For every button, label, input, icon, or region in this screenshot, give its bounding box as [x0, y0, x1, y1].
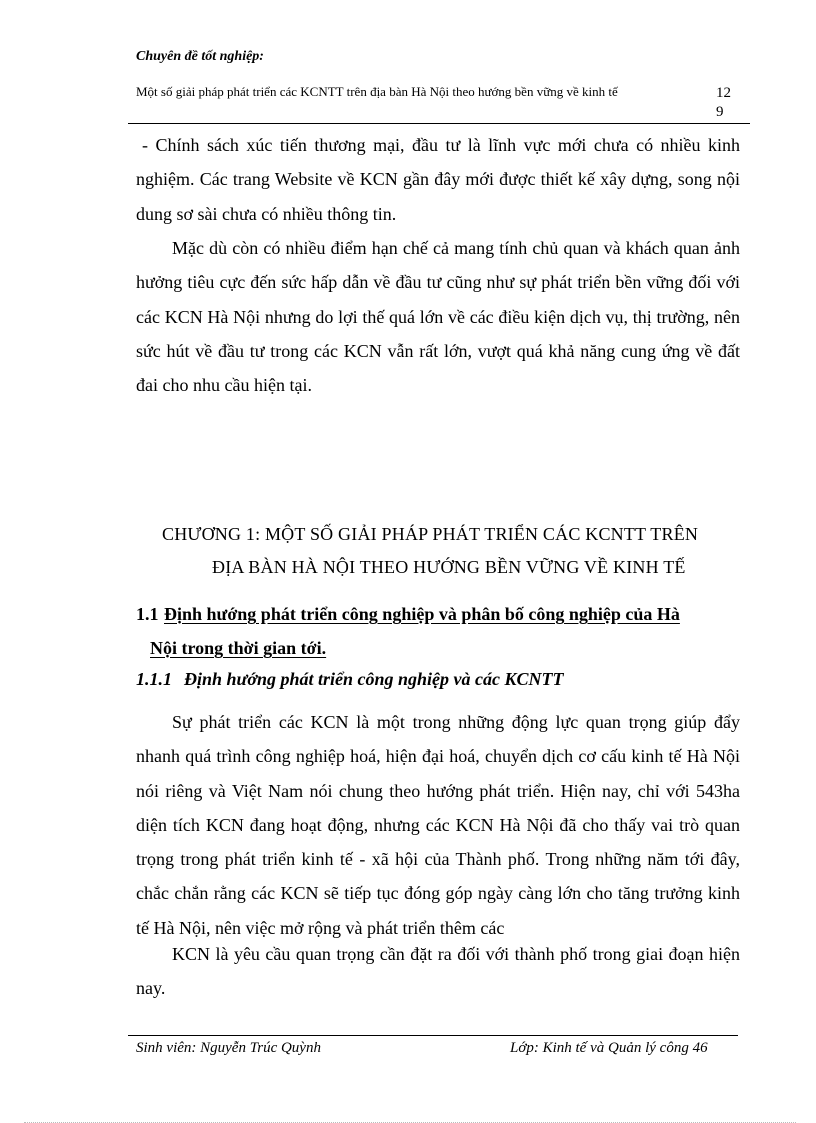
footer-class: Lớp: Kinh tế và Quản lý công 46 — [510, 1040, 708, 1056]
page-number: 129 — [716, 85, 731, 120]
section-heading-1-1 — [136, 597, 746, 665]
section-title-line-1: Định hướng phát triển công nghiệp và phân bố công nghiệp của Hà — [164, 604, 680, 624]
header-title: Một số giải pháp phát triển các KCNTT trên địa bàn Hà Nội theo hướng bền vững về kinh tế — [136, 84, 618, 99]
header-divider — [128, 123, 750, 124]
section-title-line-2: Nội trong thời gian tới. — [150, 638, 327, 658]
paragraph-policy: - Chính sách xúc tiến thương mại, đầu tư là lĩnh vực mới chưa có nhiều kinh nghiệm. Các trang Website về KCN gần đây mới được thiết kế xây dựng, song nội dung sơ sài chưa có nhiều thông tin. — [136, 135, 740, 224]
footer-divider — [128, 1035, 738, 1036]
paragraph-development: Sự phát triển các KCN là một trong những động lực quan trọng giúp đẩy nhanh quá trình công nghiệp hoá, hiện đại hoá, chuyển dịch cơ cấu kinh tế Hà Nội nói riêng và Việt Nam nói chung theo hướng phát triển. Hiện nay, chỉ với 543ha diện tích KCN đang hoạt động, nhưng các KCN Hà Nội đã cho thấy vai trò quan trọng trong phát triển kinh tế - xã hội của Thành phố. Trong những năm tới đây, chắc chắn rằng các KCN sẽ tiếp tục đóng góp ngày càng lớn cho tăng trưởng kinh tế Hà Nội, nên việc mở rộng và phát triển thêm các — [136, 712, 740, 938]
header-topic: Chuyên đề tốt nghiệp: — [136, 49, 264, 64]
chapter-title-line-1: CHƯƠNG 1: MỘT SỐ GIẢI PHÁP PHÁT TRIỂN CÁC KCNTT TRÊN — [162, 524, 699, 544]
paragraph-requirement: KCN là yêu cầu quan trọng cần đặt ra đối với thành phố trong giai đoạn hiện nay. — [136, 944, 740, 999]
chapter-title-line-2: ĐỊA BÀN HÀ NỘI THEO HƯỚNG BỀN VỮNG VỀ KINH TẾ — [212, 557, 686, 577]
section-number: 1.1 — [136, 604, 159, 624]
paragraph-limitations: Mặc dù còn có nhiều điểm hạn chế cả mang tính chủ quan và khách quan ảnh hưởng tiêu cực đến sức hấp dẫn về đầu tư cũng như sự phát triển bền vững đối với các KCN Hà Nội nhưng do lợi thế quá lớn về các điều kiện dịch vụ, thị trường, nên sức hút về đầu tư trong các KCN vẫn rất lớn, vượt quá khả năng cung ứng về đất đai cho nhu cầu hiện tại. — [136, 238, 740, 396]
subsection-heading-1-1-1 — [136, 669, 564, 690]
footer-student: Sinh viên: Nguyễn Trúc Quỳnh — [136, 1040, 321, 1056]
subsection-number: 1.1.1 — [136, 669, 172, 689]
subsection-title: Định hướng phát triển công nghiệp và các KCNTT — [184, 669, 564, 689]
